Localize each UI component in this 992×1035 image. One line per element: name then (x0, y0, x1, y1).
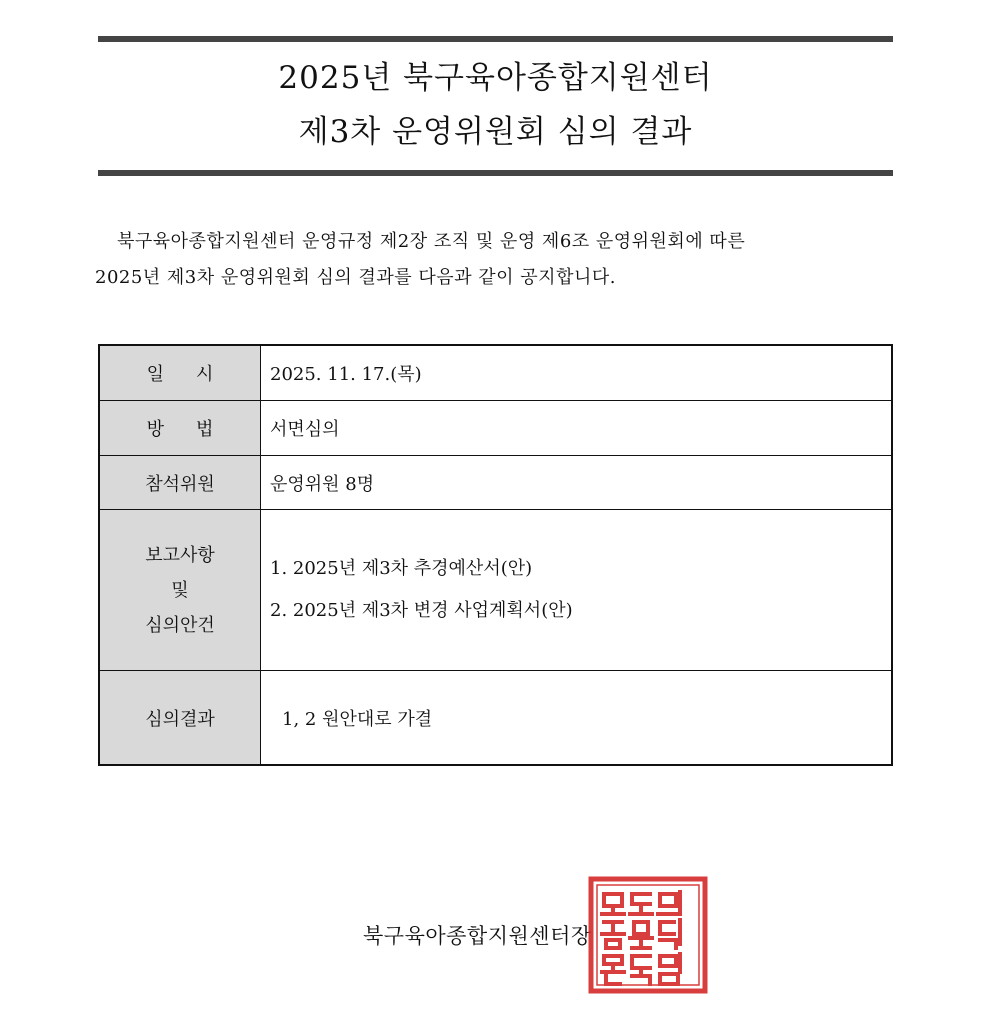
official-seal-icon (588, 876, 708, 994)
date-value: 2025. 11. 17.(목) (261, 345, 893, 401)
agenda-label-line1: 보고사항 (145, 544, 215, 566)
date-label: 일시 (146, 364, 246, 385)
agenda-label-line3: 심의안건 (145, 614, 215, 636)
result-label: 심의결과 (99, 671, 261, 766)
table-row-method (99, 401, 892, 456)
table-row-date (99, 345, 892, 401)
bottom-rule (98, 170, 893, 176)
intro-paragraph (95, 224, 895, 296)
attendees-label: 참석위원 (99, 456, 261, 510)
agenda-label-line2: 및 (171, 579, 189, 601)
intro-line-1: 북구육아종합지원센터 운영규정 제2장 조직 및 운영 제6조 운영위원회에 따른 (117, 231, 746, 252)
attendees-value: 운영위원 8명 (261, 456, 893, 510)
table-row-agenda (99, 510, 892, 671)
agenda-item-2: 2. 2025년 제3차 변경 사업계획서(안) (270, 600, 573, 621)
page-title-line1: 2025년 북구육아종합지원센터 (278, 60, 713, 96)
result-value: 1, 2 원안대로 가결 (282, 708, 433, 730)
method-label-cell (99, 401, 261, 456)
result-table (98, 344, 893, 766)
table-row-result (99, 671, 892, 766)
date-label-cell (99, 345, 261, 401)
agenda-item-1: 1. 2025년 제3차 추경예산서(안) (270, 558, 533, 579)
top-rule (98, 36, 893, 42)
result-value-cell (261, 671, 893, 766)
method-value: 서면심의 (261, 401, 893, 456)
method-label: 방법 (146, 419, 246, 440)
intro-line-2: 2025년 제3차 운영위원회 심의 결과를 다음과 같이 공지합니다. (95, 267, 616, 288)
agenda-label-cell (99, 510, 261, 671)
signature-text: 북구육아종합지원센터장 (363, 924, 592, 948)
page-title-line2: 제3차 운영위원회 심의 결과 (298, 114, 693, 150)
agenda-value-cell (261, 510, 893, 671)
table-row-attendees (99, 456, 892, 510)
